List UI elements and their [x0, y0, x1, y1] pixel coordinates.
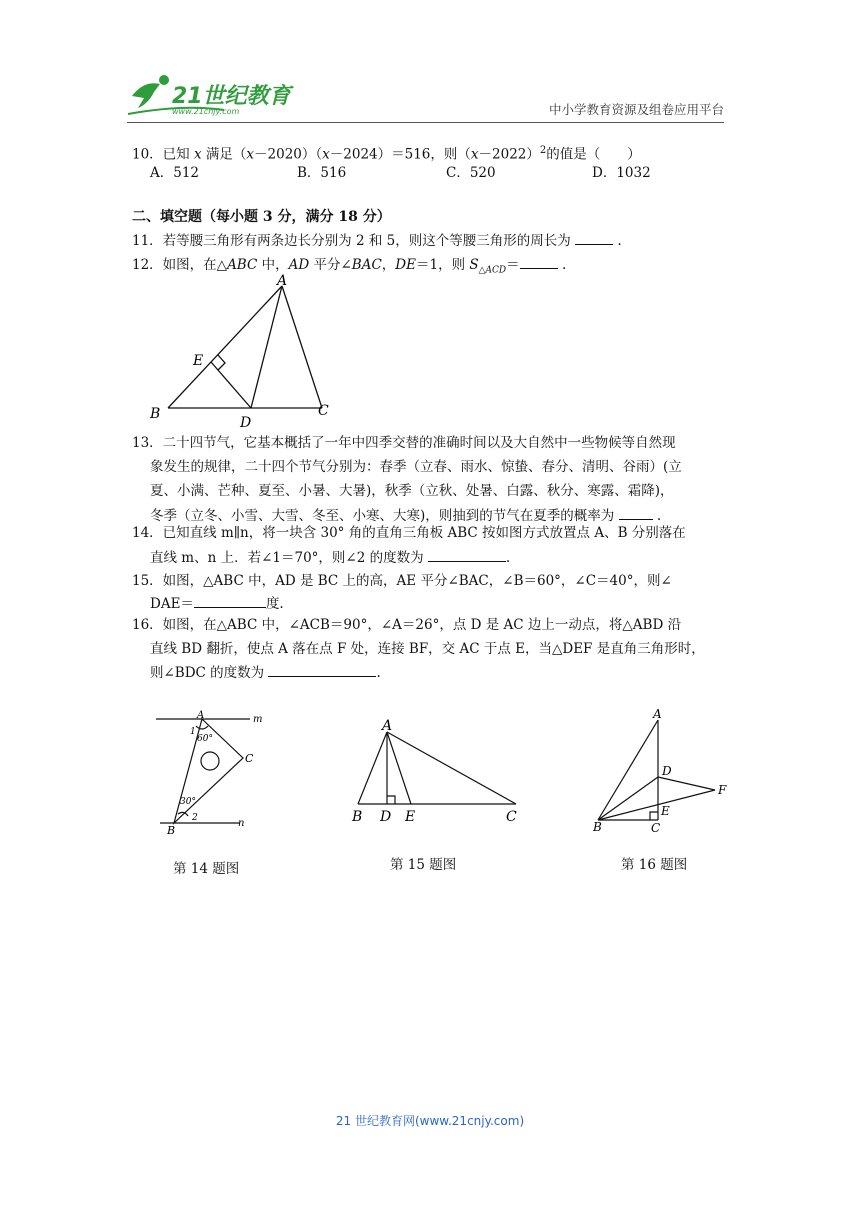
label-f: F	[718, 783, 727, 797]
segment-bd	[598, 777, 658, 820]
label-n: n	[238, 818, 245, 829]
answer-blank-16	[268, 662, 376, 677]
question-13-line-2: 象发生的规律，二十四个节气分别为：春季（立春、雨水、惊蛰、春分、清明、谷雨）(立	[150, 459, 682, 475]
platform-name: 中小学教育资源及组卷应用平台	[548, 102, 724, 117]
label-b: B	[167, 824, 176, 837]
label-d: D	[240, 415, 252, 430]
logo	[124, 70, 294, 118]
answer-blank-14	[428, 547, 506, 562]
answer-blank-13	[619, 505, 653, 520]
label-e: E	[661, 804, 670, 818]
question-12: 12．如图，在△ABC 中，AD 平分∠BAC，DE＝1，则 $S_{\triangle ACD}=$ .	[132, 254, 566, 281]
segment-de	[211, 362, 251, 408]
q10-option-c: C．520	[446, 165, 496, 181]
label-a: A	[197, 710, 205, 721]
label-a: A	[277, 273, 288, 289]
right-angle-mark	[650, 812, 658, 820]
label-c: C	[245, 752, 254, 765]
footer-link[interactable]: 21 世纪教育网(www.21cnjy.com)	[335, 1114, 525, 1128]
segment-ad	[251, 286, 282, 408]
segment-df	[658, 777, 715, 790]
question-14-line-2: 直线 m、n 上．若∠1＝70°，则∠2 的度数为 .	[150, 547, 510, 568]
q10-option-d: D．1032	[592, 165, 651, 181]
angle-2-label: 2	[192, 813, 198, 823]
question-16-line-3: 则∠BDC 的度数为 .	[150, 662, 381, 683]
label-a: A	[382, 718, 393, 734]
caption-fig-14: 第 14 题图	[173, 861, 240, 877]
question-10: 10．已知 x 满足（x－2020）（x－2024）＝516，则$(x-2022)^2$的值是（ ）	[132, 145, 641, 163]
question-13-line-3: 夏、小满、芒种、夏至、小暑、大暑)，秋季（立秋、处暑、白露、秋分、寒露、霜降)，	[150, 483, 674, 499]
label-e: E	[405, 809, 416, 825]
label-b: B	[150, 406, 161, 422]
angle-30-label: 30°	[180, 797, 196, 807]
figure-12	[144, 272, 344, 430]
label-b: B	[352, 809, 363, 825]
question-13-line-1: 13．二十四节气，它基本概括了一年中四季交替的准确时间以及大自然中一些物候等自然现	[132, 435, 676, 451]
segment-ab	[168, 286, 282, 408]
caption-fig-16: 第 16 题图	[621, 857, 688, 873]
ruler-hole	[201, 752, 219, 770]
label-c: C	[506, 809, 517, 825]
segment-ab	[358, 732, 387, 804]
q10-option-a: A．512	[150, 165, 200, 181]
logo-runner-icon	[132, 83, 160, 108]
figure-14	[150, 706, 270, 840]
label-d: D	[380, 809, 392, 825]
angle-60-label: 60°	[197, 734, 213, 744]
answer-blank-15	[194, 593, 266, 608]
figure-16	[588, 704, 738, 836]
answer-blank-11	[575, 230, 613, 245]
header-divider	[127, 122, 724, 123]
figure-15	[344, 714, 532, 832]
q10-option-b: B．516	[297, 165, 347, 181]
question-16-line-2: 直线 BD 翻折，使点 A 落在点 F 处，连接 BF，交 AC 于点 E，当△DEF 是直角三角形时，	[150, 641, 705, 657]
question-14-line-1: 14．已知直线 m∥n，将一块含 30° 角的直角三角板 ABC 按如图方式放置点 A、B 分别落在	[132, 525, 686, 541]
question-11: 11．若等腰三角形有两条边长分别为 2 和 5，则这个等腰三角形的周长为 .	[132, 230, 622, 251]
segment-ab	[598, 720, 658, 820]
angle-1-label: 1	[190, 727, 196, 737]
question-13-line-4: 冬季（立冬、小雪、大雪、冬至、小寒、大寒)，则抽到的节气在夏季的概率为 .	[150, 505, 661, 526]
question-16-line-1: 16．如图，在△ABC 中，∠ACB＝90°，∠A＝26°，点 D 是 AC 边上一动点，将△ABD 沿	[132, 617, 682, 633]
label-m: m	[253, 714, 263, 725]
logo-url: www.21cnjy.com	[172, 107, 240, 116]
label-e: E	[193, 353, 204, 369]
right-angle-mark	[218, 355, 225, 370]
label-c: C	[651, 821, 661, 835]
segment-ac	[282, 286, 322, 408]
label-d: D	[662, 764, 672, 778]
answer-blank-12	[520, 254, 558, 269]
logo-text: 21世纪教育	[172, 84, 291, 109]
question-15-line-1: 15．如图，△ABC 中，AD 是 BC 上的高，AE 平分∠BAC，∠B＝60°，∠C＝40°，则∠	[132, 573, 672, 589]
section-2-title: 二、填空题（每小题 3 分，满分 18 分）	[132, 209, 391, 225]
label-a: A	[653, 707, 662, 721]
arc-60	[196, 726, 208, 729]
question-15-line-2: DAE＝ 度.	[150, 593, 284, 614]
label-b: B	[593, 820, 602, 834]
label-c: C	[318, 403, 329, 419]
right-angle-mark	[387, 796, 395, 804]
segment-ac	[387, 732, 516, 804]
segment-bf	[598, 790, 715, 820]
caption-fig-15: 第 15 题图	[390, 857, 457, 873]
